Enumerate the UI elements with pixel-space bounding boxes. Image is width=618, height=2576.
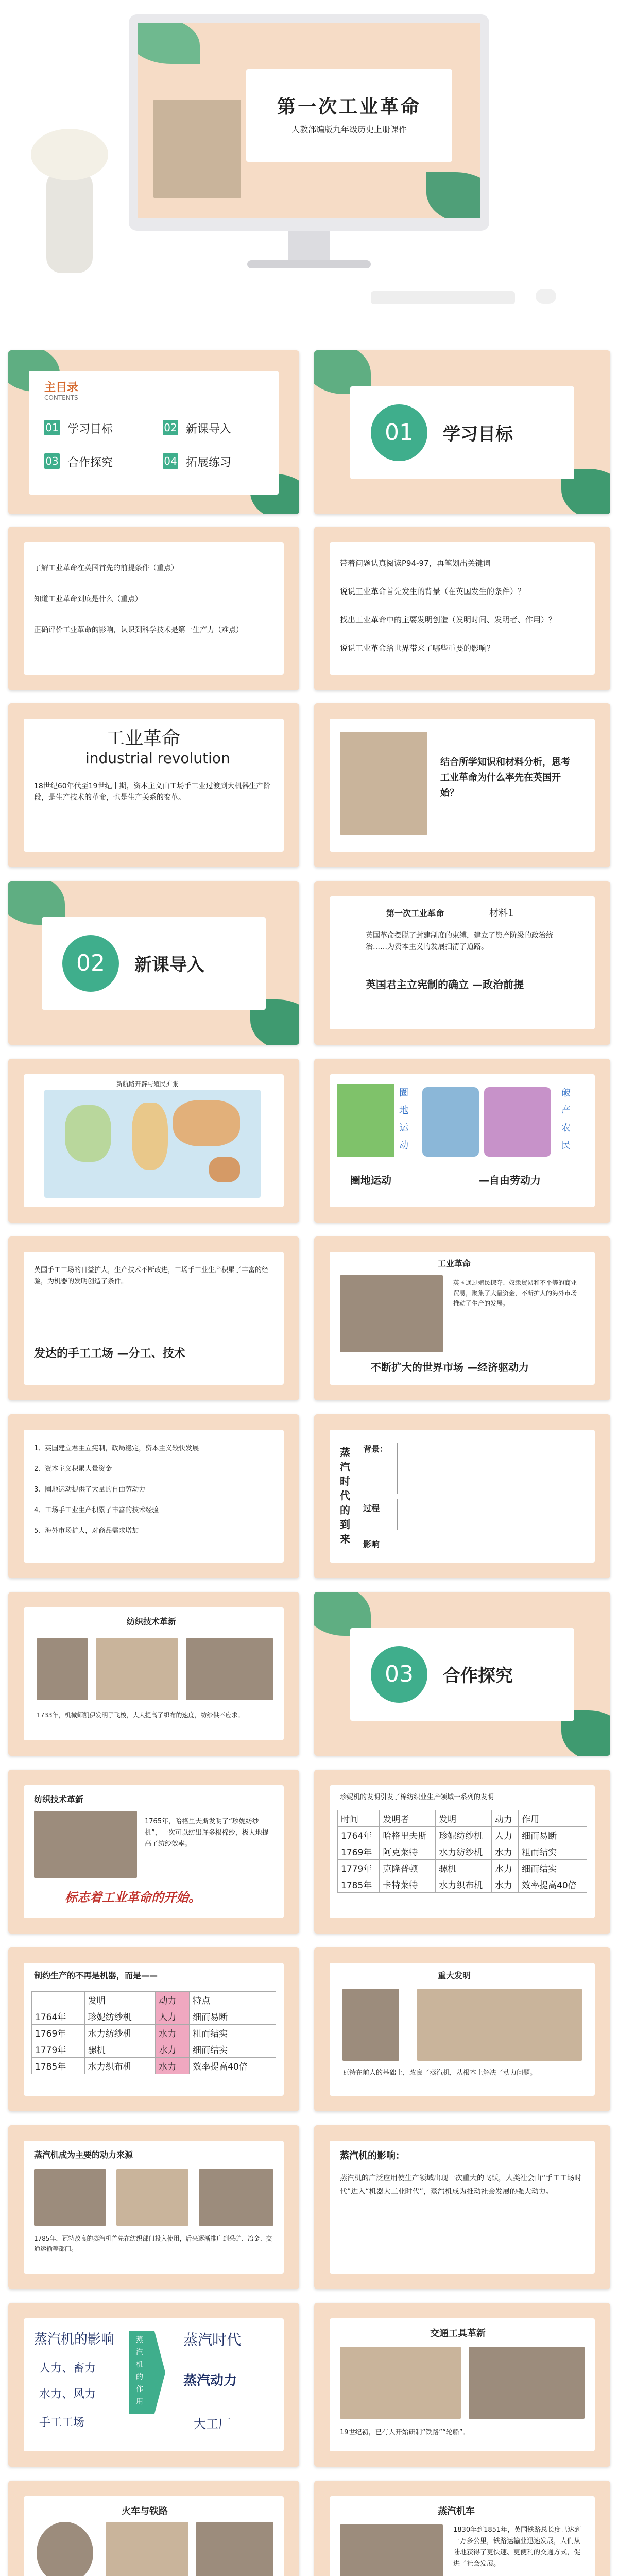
table-cell: 细而结实 bbox=[190, 2041, 276, 2058]
table-cell: 水力 bbox=[156, 2041, 190, 2058]
steam-title: 蒸汽机成为主要的动力来源 bbox=[34, 2150, 133, 2160]
char: 破 bbox=[561, 1088, 571, 1098]
transport-title: 交通工具革新 bbox=[430, 2328, 486, 2339]
watt-header: 重大发明 bbox=[438, 1971, 471, 1980]
table-cell: 作用 bbox=[519, 1810, 587, 1827]
toc-label: 合作探究 bbox=[67, 456, 113, 469]
table-cell: 珍妮纺纱机 bbox=[84, 2008, 155, 2025]
cover-title: 第一次工业革命 bbox=[277, 96, 421, 117]
table-cell: 粗而结实 bbox=[190, 2025, 276, 2041]
era-mid-chars bbox=[136, 2334, 148, 2408]
char: 产 bbox=[561, 1105, 571, 1116]
transport-image bbox=[469, 2347, 585, 2419]
locomotive-text: 1830年到1851年，英国铁路总长度已达到一万多公里，铁路运输业迅速发展，人们从陆地获得了更快速、更便利的交通方式，促进了社会发展。 bbox=[453, 2526, 581, 2568]
toc-heading-en: CONTENTS bbox=[44, 394, 78, 401]
table-cell: 1785年 bbox=[338, 1876, 380, 1893]
toc-label: 新课导入 bbox=[186, 423, 232, 436]
section-title: 合作探究 bbox=[443, 1666, 513, 1686]
table-row bbox=[338, 1843, 587, 1860]
toc-item-1[interactable] bbox=[44, 417, 152, 438]
table-cell: 发明 bbox=[84, 1992, 155, 2008]
continent bbox=[173, 1100, 240, 1146]
enclosure-chars-a bbox=[399, 1084, 415, 1155]
table-cell: 时间 bbox=[338, 1810, 380, 1827]
char: 汽 bbox=[136, 2348, 143, 2357]
outline-mid-lines bbox=[397, 1499, 583, 1530]
toc-num: 01 bbox=[44, 420, 60, 435]
table-cell: 阿克莱特 bbox=[380, 1843, 436, 1860]
toc-num: 03 bbox=[44, 453, 60, 469]
table-cell: 粗而结实 bbox=[519, 1843, 587, 1860]
enclosure-left-label: 圈地运动 bbox=[350, 1174, 391, 1187]
enclosure-chars-b bbox=[561, 1084, 577, 1155]
table-row bbox=[338, 1876, 587, 1893]
transport-text: 19世纪初，已有人开始研制“铁路”“轮船”。 bbox=[340, 2429, 470, 2436]
table-cell: 动力 bbox=[491, 1810, 518, 1827]
monitor-base bbox=[247, 260, 371, 268]
table-row bbox=[32, 2025, 276, 2041]
impact-title: 蒸汽机的影响： bbox=[340, 2150, 405, 2161]
watt-portrait bbox=[342, 1989, 399, 2061]
slide-toc bbox=[8, 350, 299, 514]
table-cell: 1769年 bbox=[338, 1843, 380, 1860]
plant-flowers bbox=[31, 129, 108, 180]
table-cell: 卡特莱特 bbox=[380, 1876, 436, 1893]
table-cell: 水力 bbox=[491, 1876, 518, 1893]
mouse bbox=[536, 289, 556, 304]
table-cell: 水力 bbox=[491, 1860, 518, 1876]
jenny-title: 纺织技术革新 bbox=[34, 1794, 84, 1804]
summary-item: 2、资本主义积累大量资金 bbox=[34, 1465, 112, 1473]
inventions-table bbox=[337, 1810, 587, 1893]
table-cell: 1779年 bbox=[32, 2041, 85, 2058]
think-image bbox=[340, 732, 427, 835]
era-left-item: 水力、风力 bbox=[39, 2388, 96, 2401]
cover-leaf bbox=[138, 23, 200, 64]
slide-trade bbox=[314, 1236, 610, 1400]
era-left-item: 人力、畜力 bbox=[39, 2362, 96, 2375]
goal-line: 了解工业革命在英国首先的前提条件（重点） bbox=[34, 564, 178, 572]
char: 圈 bbox=[399, 1088, 408, 1098]
map-caption: 新航路开辟与殖民扩张 bbox=[116, 1080, 179, 1088]
outline-bg-label: 背景： bbox=[363, 1444, 388, 1454]
outline-bg-lines bbox=[397, 1443, 583, 1494]
slide-locomotive bbox=[314, 2481, 610, 2576]
table-cell: 1785年 bbox=[32, 2058, 85, 2074]
continent bbox=[65, 1105, 111, 1162]
table-cell: 水力 bbox=[156, 2058, 190, 2074]
slide-steam-power bbox=[8, 2125, 299, 2289]
era-right-item: 蒸汽动力 bbox=[183, 2373, 237, 2388]
jenny-conclusion: 标志着工业革命的开始。 bbox=[65, 1890, 201, 1905]
steam-image bbox=[116, 2169, 188, 2226]
section-number: 01 bbox=[371, 404, 427, 461]
slide-think bbox=[314, 703, 610, 867]
table-cell: 发明 bbox=[436, 1810, 492, 1827]
table-cell: 效率提高40倍 bbox=[519, 1876, 587, 1893]
intro-title-en: industrial revolution bbox=[85, 750, 230, 767]
toc-item-4[interactable] bbox=[163, 451, 271, 471]
toc-item-3[interactable] bbox=[44, 451, 152, 471]
slide-material-1 bbox=[314, 881, 610, 1045]
slide-section-3 bbox=[314, 1592, 610, 1756]
slide-section-1 bbox=[314, 350, 610, 514]
table-cell: 1779年 bbox=[338, 1860, 380, 1876]
slide-intro bbox=[8, 703, 299, 867]
summary-item: 4、工场手工业生产积累了丰富的技术经验 bbox=[34, 1506, 159, 1514]
outline-mid-label: 过程 bbox=[363, 1503, 380, 1513]
trade-header: 工业革命 bbox=[438, 1259, 471, 1268]
world-map bbox=[44, 1090, 261, 1198]
think-text: 结合所学知识和材料分析，思考工业革命为什么率先在英国开始？ bbox=[440, 757, 570, 799]
slide-transport bbox=[314, 2303, 610, 2467]
table-cell: 细而结实 bbox=[519, 1860, 587, 1876]
steam-caption: 1785年，瓦特改良的蒸汽机首先在纺织部门投入使用，后来逐渐推广到采矿、冶金、交通运输等部门。 bbox=[34, 2235, 272, 2252]
enclosure-figure bbox=[484, 1087, 551, 1157]
table-cell: 水力 bbox=[156, 2025, 190, 2041]
slide-era bbox=[8, 2303, 299, 2467]
table-cell: 细而易断 bbox=[519, 1827, 587, 1843]
slide-handicraft bbox=[8, 1236, 299, 1400]
char: 用 bbox=[136, 2398, 143, 2406]
slide-watt bbox=[314, 1947, 610, 2111]
railway-title: 火车与铁路 bbox=[122, 2506, 168, 2517]
table-cell: 克隆普顿 bbox=[380, 1860, 436, 1876]
textile-caption: 1733年，机械师凯伊发明了飞梭，大大提高了织布的速度，纺纱供不应求。 bbox=[37, 1711, 244, 1719]
intro-title: 工业革命 bbox=[106, 728, 181, 749]
steam-image bbox=[34, 2169, 106, 2226]
slide-summary bbox=[8, 1414, 299, 1578]
table-cell: 骡机 bbox=[84, 2041, 155, 2058]
char: 作 bbox=[136, 2385, 143, 2394]
textile-title: 纺织技术革新 bbox=[127, 1617, 177, 1626]
table-row bbox=[338, 1860, 587, 1876]
table-cell: 哈格里夫斯 bbox=[380, 1827, 436, 1843]
table-cell: 特点 bbox=[190, 1992, 276, 2008]
char: 蒸 bbox=[136, 2336, 143, 2344]
summary-item: 3、圈地运动提供了大量的自由劳动力 bbox=[34, 1486, 146, 1494]
slide-section-2 bbox=[8, 881, 299, 1045]
enclosure-figure bbox=[422, 1087, 479, 1157]
table-cell: 水力 bbox=[491, 1843, 518, 1860]
summary-item: 1、英国建立君主立宪制，政局稳定，资本主义较快发展 bbox=[34, 1445, 199, 1452]
table-cell: 水力织布机 bbox=[436, 1876, 492, 1893]
slide-goals bbox=[8, 527, 299, 690]
table-row bbox=[32, 2041, 276, 2058]
slide-enclosure bbox=[314, 1059, 610, 1223]
locomotive-image bbox=[340, 2524, 443, 2576]
slide-map bbox=[8, 1059, 299, 1223]
table-cell: 骡机 bbox=[436, 1860, 492, 1876]
table-cell: 细而易断 bbox=[190, 2008, 276, 2025]
table-cell bbox=[32, 1992, 85, 2008]
table-row bbox=[338, 1827, 587, 1843]
summary-item: 5、海外市场扩大，对商品需求增加 bbox=[34, 1527, 139, 1535]
outline-side-title: 蒸汽时代的到来 bbox=[340, 1446, 350, 1545]
goals-card bbox=[24, 542, 284, 675]
char: 的 bbox=[136, 2373, 143, 2381]
jenny-text: 1765年，哈格里夫斯发明了“珍妮纺纱机”，一次可以纺出许多根棉纱，极大地提高了纺纱效率。 bbox=[145, 1818, 269, 1848]
trade-text: 英国通过殖民掠夺、奴隶贸易和不平等的商业贸易，聚集了大量资金，不断扩大的海外市场推动了生产的发展。 bbox=[453, 1279, 577, 1307]
section-number: 03 bbox=[371, 1646, 427, 1703]
textile-image bbox=[186, 1638, 273, 1700]
toc-item-2[interactable] bbox=[163, 417, 271, 438]
railway-image bbox=[106, 2522, 188, 2576]
char: 民 bbox=[561, 1140, 571, 1151]
question-line: 说说工业革命给世界带来了哪些重要的影响？ bbox=[340, 643, 495, 653]
plant-vase bbox=[46, 170, 93, 273]
textile-image bbox=[96, 1638, 178, 1700]
goal-line: 正确评价工业革命的影响，认识到科学技术是第一生产力（难点） bbox=[34, 626, 243, 634]
section-number: 02 bbox=[62, 935, 119, 992]
table-cell: 发明者 bbox=[380, 1810, 436, 1827]
steam-image bbox=[199, 2169, 273, 2226]
era-right-title: 蒸汽时代 bbox=[183, 2331, 242, 2348]
jenny-image bbox=[34, 1811, 137, 1878]
watt-caption: 瓦特在前人的基础上，改良了蒸汽机，从根本上解决了动力问题。 bbox=[342, 2069, 537, 2077]
trade-conclusion: 不断扩大的世界市场 —经济驱动力 bbox=[371, 1361, 529, 1374]
table-cell: 水力纺纱机 bbox=[436, 1843, 492, 1860]
slide-impact bbox=[314, 2125, 610, 2289]
continent bbox=[132, 1103, 168, 1170]
table-row bbox=[32, 2058, 276, 2074]
cover-subtitle: 人教部编版九年级历史上册课件 bbox=[291, 125, 407, 134]
question-line: 找出工业革命中的主要发明创造（发明时间、发明者、作用）？ bbox=[340, 615, 557, 624]
locomotive-title: 蒸汽机车 bbox=[438, 2506, 475, 2517]
continent bbox=[209, 1157, 240, 1182]
limits-title: 制约生产的不再是机器，而是—— bbox=[34, 1971, 158, 1980]
era-left-title: 蒸汽机的影响 bbox=[34, 2332, 115, 2347]
table-cell: 效率提高40倍 bbox=[190, 2058, 276, 2074]
table-cell: 人力 bbox=[491, 1827, 518, 1843]
char: 农 bbox=[561, 1123, 571, 1133]
question-line: 说说工业革命首先发生的背景（在英国发生的条件）？ bbox=[340, 587, 526, 596]
section-title: 新课导入 bbox=[134, 955, 204, 975]
monitor-stand bbox=[288, 231, 330, 262]
table-cell: 1764年 bbox=[338, 1827, 380, 1843]
table-cell: 水力织布机 bbox=[84, 2058, 155, 2074]
toc-label: 学习目标 bbox=[67, 423, 113, 436]
table-cell: 1764年 bbox=[32, 2008, 85, 2025]
table-cell: 珍妮纺纱机 bbox=[436, 1827, 492, 1843]
railway-image bbox=[196, 2522, 273, 2576]
table-cell: 人力 bbox=[156, 2008, 190, 2025]
char: 地 bbox=[399, 1105, 408, 1116]
slide-railway bbox=[8, 2481, 299, 2576]
slide-questions bbox=[314, 527, 610, 690]
char: 运 bbox=[399, 1123, 408, 1133]
material-card bbox=[330, 896, 595, 1029]
keyboard bbox=[371, 291, 515, 304]
goal-line: 知道工业革命到底是什么（重点） bbox=[34, 595, 142, 603]
char: 动 bbox=[399, 1140, 408, 1151]
cover-book-stack bbox=[153, 100, 241, 198]
slide-textile bbox=[8, 1592, 299, 1756]
limits-table bbox=[31, 1991, 276, 2074]
toc-label: 拓展练习 bbox=[186, 456, 232, 469]
era-left-item: 手工工场 bbox=[39, 2416, 85, 2429]
table-cell: 动力 bbox=[156, 1992, 190, 2008]
inventions-caption: 珍妮机的发明引发了棉纺织业生产领域一系列的发明 bbox=[340, 1793, 494, 1801]
enclosure-image bbox=[337, 1084, 394, 1157]
question-line: 带着问题认真阅读P94-97，再笔划出关键词 bbox=[340, 558, 491, 568]
table-cell: 1769年 bbox=[32, 2025, 85, 2041]
slide-inventions bbox=[314, 1770, 610, 1934]
enclosure-right-label: —自由劳动力 bbox=[479, 1174, 541, 1187]
slide-jenny bbox=[8, 1770, 299, 1934]
toc-heading: 主目录 bbox=[44, 381, 79, 394]
table-row bbox=[32, 2008, 276, 2025]
cover-screen bbox=[138, 23, 480, 218]
transport-image bbox=[340, 2347, 461, 2419]
section-title: 学习目标 bbox=[443, 424, 513, 445]
intro-text: 18世纪60年代至19世纪中期，资本主义由工场手工业过渡到大机器生产阶段，是生产技术的革命，也是生产关系的变革。 bbox=[34, 782, 271, 802]
material-conclusion: 英国君主立宪制的确立 —政治前提 bbox=[366, 978, 524, 991]
impact-text: 蒸汽机的广泛应用使生产领域出现一次重大的飞跃，人类社会由“手工工场时代”进入“机器大工业时代”，蒸汽机成为推动社会发展的强大动力。 bbox=[340, 2174, 582, 2196]
textile-image bbox=[37, 1638, 88, 1700]
trade-image bbox=[340, 1275, 443, 1352]
material-label: 材料1 bbox=[489, 908, 514, 919]
handicraft-text: 英国手工工场的日益扩大，生产技术不断改进，工场手工业生产积累了丰富的经验，为机器的发明创造了条件。 bbox=[34, 1266, 269, 1285]
toc-num: 02 bbox=[163, 420, 178, 435]
outline-end-label: 影响 bbox=[363, 1539, 380, 1549]
handicraft-conclusion: 发达的手工工场 —分工、技术 bbox=[34, 1347, 185, 1360]
table-header-row bbox=[338, 1810, 587, 1827]
toc-num: 04 bbox=[163, 453, 178, 469]
slide-limits bbox=[8, 1947, 299, 2111]
table-cell: 水力纺纱机 bbox=[84, 2025, 155, 2041]
era-right-item: 大工厂 bbox=[194, 2417, 231, 2431]
char: 机 bbox=[136, 2361, 143, 2369]
cover-leaf bbox=[426, 172, 480, 218]
slide-steam-era-outline bbox=[314, 1414, 610, 1578]
material-header: 第一次工业革命 bbox=[386, 908, 444, 918]
table-header-row bbox=[32, 1992, 276, 2008]
steam-engine-image bbox=[417, 1989, 582, 2061]
material-text: 英国革命摆脱了封建制度的束缚，建立了资产阶级的政治统治……为资本主义的发展扫清了道路。 bbox=[366, 931, 553, 951]
